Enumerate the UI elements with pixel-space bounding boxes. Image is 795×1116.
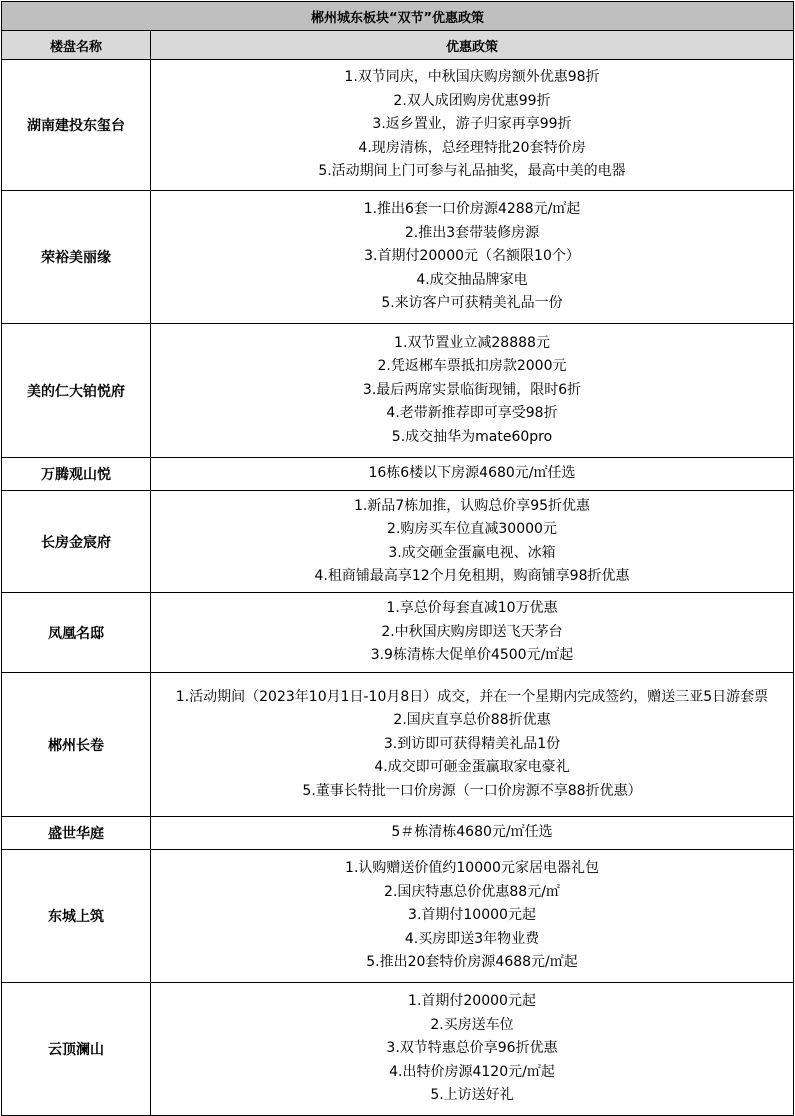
policy-line: 4.租商铺最高享12个月免租期，购商铺享98折优惠	[314, 567, 630, 584]
table-row	[2, 324, 794, 458]
table-row	[2, 191, 794, 324]
policy-cell	[151, 673, 794, 817]
policy-line: 4.成交即可砸金蛋赢取家电豪礼	[374, 759, 570, 776]
table-row	[2, 458, 794, 491]
project-name: 郴州长卷	[2, 673, 151, 817]
table-row	[2, 850, 794, 983]
header-policy: 优惠政策	[151, 31, 794, 60]
policy-line: 5＃栋清栋4680元/㎡任选	[391, 824, 553, 841]
table-row	[2, 491, 794, 593]
policy-line: 1.双节同庆，中秋国庆购房额外优惠98折	[344, 69, 600, 86]
policy-line: 5.上访送好礼	[430, 1087, 514, 1104]
policy-line: 2.购房买车位直减30000元	[387, 521, 557, 538]
table-row	[2, 817, 794, 850]
policy-line: 3.9栋清栋大促单价4500元/㎡起	[370, 647, 574, 664]
policy-line: 2.双人成团购房优惠99折	[393, 92, 551, 109]
policy-cell	[151, 60, 794, 191]
table-title: 郴州城东板块“双节”优惠政策	[2, 2, 794, 31]
policy-cell	[151, 191, 794, 324]
policy-cell	[151, 324, 794, 458]
project-name: 美的仁大铂悦府	[2, 324, 151, 458]
project-name: 云顶澜山	[2, 983, 151, 1116]
policy-line: 2.国庆直享总价88折优惠	[393, 712, 551, 729]
policy-line: 16栋6楼以下房源4680元/㎡任选	[368, 465, 576, 482]
policy-line: 4.出特价房源4120元/㎡起	[389, 1063, 555, 1080]
policy-line: 2.国庆特惠总价优惠88元/㎡	[384, 883, 560, 900]
policy-line: 1.认购赠送价值约10000元家居电器礼包	[345, 860, 599, 877]
policy-line: 5.来访客户可获精美礼品一份	[381, 295, 563, 312]
policy-line: 1.享总价每套直减10万优惠	[386, 600, 558, 617]
policy-line: 1.双节置业立减28888元	[394, 334, 550, 351]
policy-cell	[151, 593, 794, 673]
policy-table	[1, 1, 794, 1116]
policy-cell	[151, 491, 794, 593]
policy-line: 2.推出3套带装修房源	[404, 224, 540, 241]
policy-line: 3.最后两席实景临街现铺，限时6折	[362, 381, 582, 398]
policy-cell	[151, 458, 794, 491]
policy-line: 1.首期付20000元起	[408, 993, 536, 1010]
project-name: 湖南建投东玺台	[2, 60, 151, 191]
project-name: 凤凰名邸	[2, 593, 151, 673]
project-name: 东城上筑	[2, 850, 151, 983]
project-name: 万腾观山悦	[2, 458, 151, 491]
policy-line: 1.推出6套一口价房源4288元/㎡起	[363, 201, 581, 218]
policy-line: 1.活动期间（2023年10月1日-10月8日）成交，并在一个星期内完成签约，赠送三亚5日游套票	[175, 688, 769, 705]
table-row	[2, 673, 794, 817]
policy-cell	[151, 817, 794, 850]
policy-line: 1.新品7栋加推，认购总价享95折优惠	[353, 497, 591, 514]
policy-line: 4.成交抽品牌家电	[416, 271, 528, 288]
policy-line: 5.推出20套特价房源4688元/㎡起	[366, 954, 578, 971]
header-row	[2, 31, 794, 60]
policy-line: 5.董事长特批一口价房源（一口价房源不享88折优惠）	[302, 782, 642, 799]
policy-line: 4.老带新推荐即可享受98折	[386, 405, 558, 422]
policy-line: 3.成交砸金蛋赢电视、冰箱	[388, 544, 556, 561]
project-name: 荣裕美丽缘	[2, 191, 151, 324]
policy-line: 4.现房清栋，总经理特批20套特价房	[358, 139, 586, 156]
policy-cell	[151, 983, 794, 1116]
policy-line: 3.首期付10000元起	[408, 907, 536, 924]
policy-line: 2.中秋国庆购房即送飞天茅台	[381, 623, 563, 640]
policy-line: 3.首期付20000元（名额限10个）	[364, 248, 580, 265]
policy-line: 5.活动期间上门可参与礼品抽奖，最高中美的电器	[318, 163, 626, 180]
project-name: 长房金宸府	[2, 491, 151, 593]
policy-line: 3.返乡置业，游子归家再享99折	[372, 116, 572, 133]
policy-line: 3.到访即可获得精美礼品1份	[383, 735, 561, 752]
project-name: 盛世华庭	[2, 817, 151, 850]
policy-line: 3.双节特惠总价享96折优惠	[386, 1040, 558, 1057]
policy-line: 2.凭返郴车票抵扣房款2000元	[377, 358, 567, 375]
policy-line: 5.成交抽华为mate60pro	[391, 428, 553, 445]
policy-cell	[151, 850, 794, 983]
policy-line: 2.买房送车位	[430, 1016, 514, 1033]
header-name: 楼盘名称	[2, 31, 151, 60]
table-row	[2, 983, 794, 1116]
policy-line: 4.买房即送3年物业费	[404, 930, 540, 947]
table-row	[2, 593, 794, 673]
table-row	[2, 60, 794, 191]
title-row	[2, 2, 794, 31]
